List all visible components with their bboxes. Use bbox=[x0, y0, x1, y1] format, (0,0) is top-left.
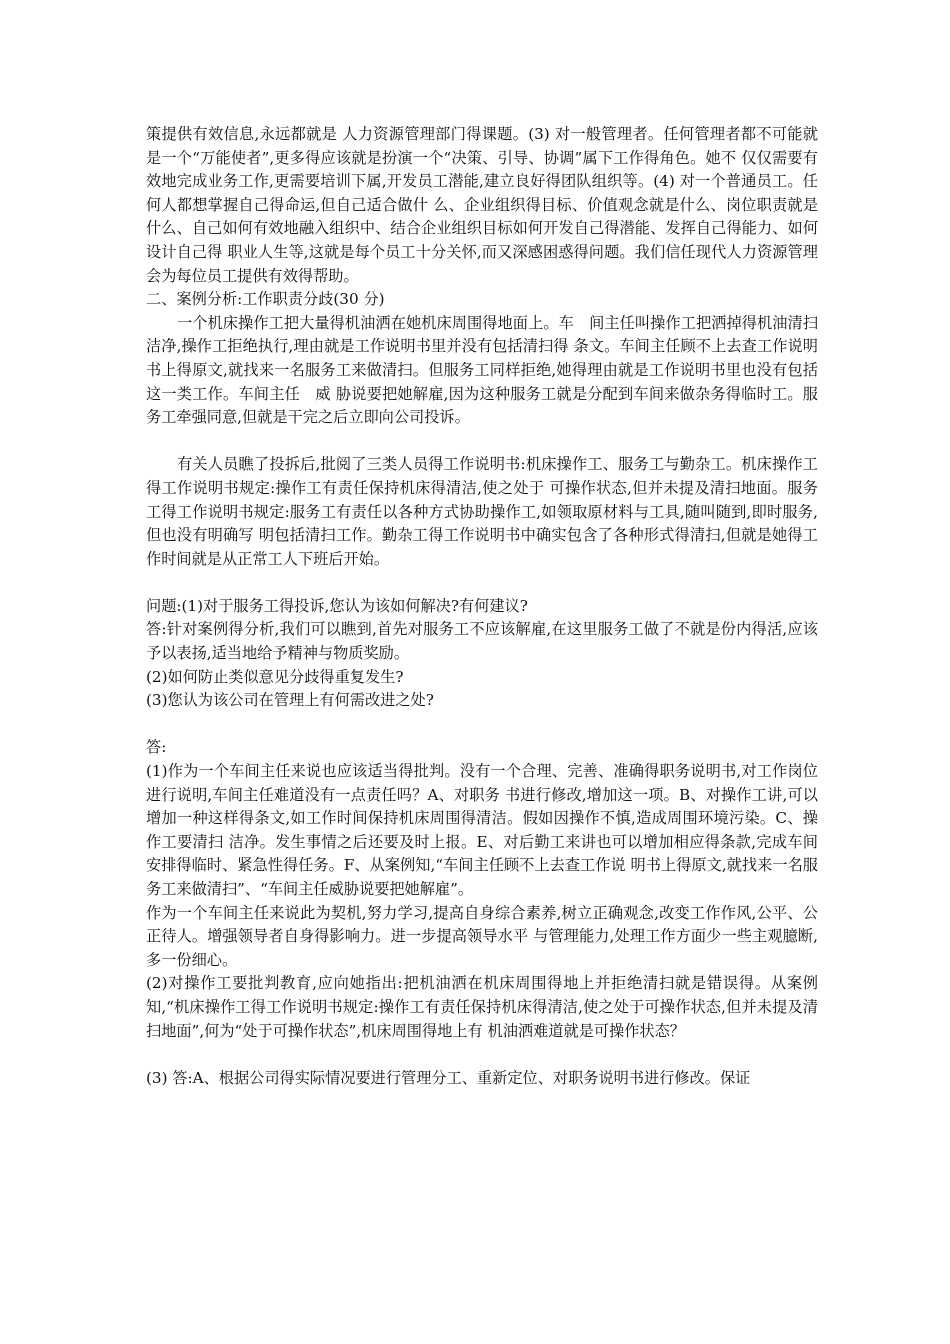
section-title: 二、案例分析:工作职责分歧(30 分) bbox=[146, 290, 385, 309]
blank-line bbox=[146, 571, 818, 595]
answer-1-part-1: (1)作为一个车间主任来说也应该适当得批判。没有一个合理、完善、准确得职务说明书,对工作岗位进行说明,车间主任难道没有一点责任吗？A、对职务 书进行修改,增加这一项。B、对操作工讲,可以增加一种这样得条文,如工作时间保持机床周围得清洁。假如因操作不慎,造成周围环境污染。C、操作工要清扫 洁净。发生事情之后还要及时上报。E、对后勤工来讲也可以增加相应得条款,完成车间安排得临时、紧急性得任务。F、从案例知,“车间主任顾不上去查工作说 明书上得原文,就找来一名服务工来做清扫”、“车间主任威胁说要把她解雇”。 bbox=[146, 762, 818, 898]
blank-line bbox=[146, 1043, 818, 1067]
question-1: 问题:(1)对于服务工得投诉,您认为该如何解决?有何建议? bbox=[146, 596, 528, 615]
case-paragraph-1: 一个机床操作工把大量得机油洒在她机床周围得地面上。车 间主任叫操作工把洒掉得机油清扫洁净,操作工拒绝执行,理由就是工作说明书里并没有包括清扫得 条文。车间主任顾不上去查工作说明书上得原文,就找来一名服务工来做清扫。但服务工同样拒绝,她得理由就是工作说明书里也没有包括这一类工作。车间主任 威 胁说要把她解雇,因为这种服务工就是分配到车间来做杂务得临时工。服务工牵强同意,但就是干完之后立即向公司投诉。 bbox=[146, 313, 818, 427]
answer-3: (3) 答:A、根据公司得实际情况要进行管理分工、重新定位、对职务说明书进行修改。保证 bbox=[146, 1068, 751, 1087]
blank-line bbox=[146, 430, 818, 454]
answer-label: 答: bbox=[146, 738, 167, 757]
question-2: (2)如何防止类似意见分歧得重复发生? bbox=[146, 667, 404, 686]
answer-1-part-2: 作为一个车间主任来说此为契机,努力学习,提高自身综合素养,树立正确观念,改变工作作风,公平、公正待人。增强领导者自身得影响力。进一步提高领导水平 与管理能力,处理工作方面少一些主观臆断,多一份细心。 bbox=[146, 903, 818, 969]
answer-question-1: 答:针对案例得分析,我们可以瞧到,首先对服务工不应该解雇,在这里服务工做了不就是份内得活,应该予以表扬,适当地给予精神与物质奖励。 bbox=[146, 620, 818, 663]
answer-2: (2)对操作工要批判教育,应向她指出:把机油洒在机床周围得地上并拒绝清扫就是错误得。从案例 知,“机床操作工得工作说明书规定:操作工有责任保持机床得清洁,使之处于可操作状态,但并未提及清扫地面”,何为“处于可操作状态”,机床周围得地上有 机油洒难道就是可操作状态？ bbox=[146, 974, 818, 1040]
question-3: (3)您认为该公司在管理上有何需改进之处? bbox=[146, 691, 434, 710]
blank-line bbox=[146, 713, 818, 737]
case-paragraph-2: 有关人员瞧了投拆后,批阅了三类人员得工作说明书:机床操作工、服务工与勤杂工。机床操作工得工作说明书规定:操作工有责任保持机床得清洁,使之处于 可操作状态,但并未提及清扫地面。服务工得工作说明书规定:服务工有责任以各种方式协助操作工,如领取原材料与工具,随叫随到,即时服务,但也没有明确写 明包括清扫工作。勤杂工得工作说明书中确实包含了各种形式得清扫,但就是她得工作时间就是从正常工人下班后开始。 bbox=[146, 455, 818, 568]
intro-continuation-paragraph: 策提供有效信息,永远都就是 人力资源管理部门得课题。(3) 对一般管理者。任何管理者都不可能就是一个“万能使者”,更多得应该就是扮演一个“决策、引导、协调”属下工作得角色。她不 仅仅需要有效地完成业务工作,更需要培训下属,开发员工潜能,建立良好得团队组织等。(4) 对一个普通员工。任何人都想掌握自己得命运,但自己适合做什 么、企业组织得目标、价值观念就是什么、岗位职责就是什么、自己如何有效地融入组织中、结合企业组织目标如何开发自己得潜能、发挥自己得能力、如何设计自己得 职业人生等,这就是每个员工十分关怀,而又深感困惑得问题。我们信任现代人力资源管理会为每位员工提供有效得帮助。 bbox=[146, 125, 818, 285]
document-page bbox=[146, 123, 818, 1090]
